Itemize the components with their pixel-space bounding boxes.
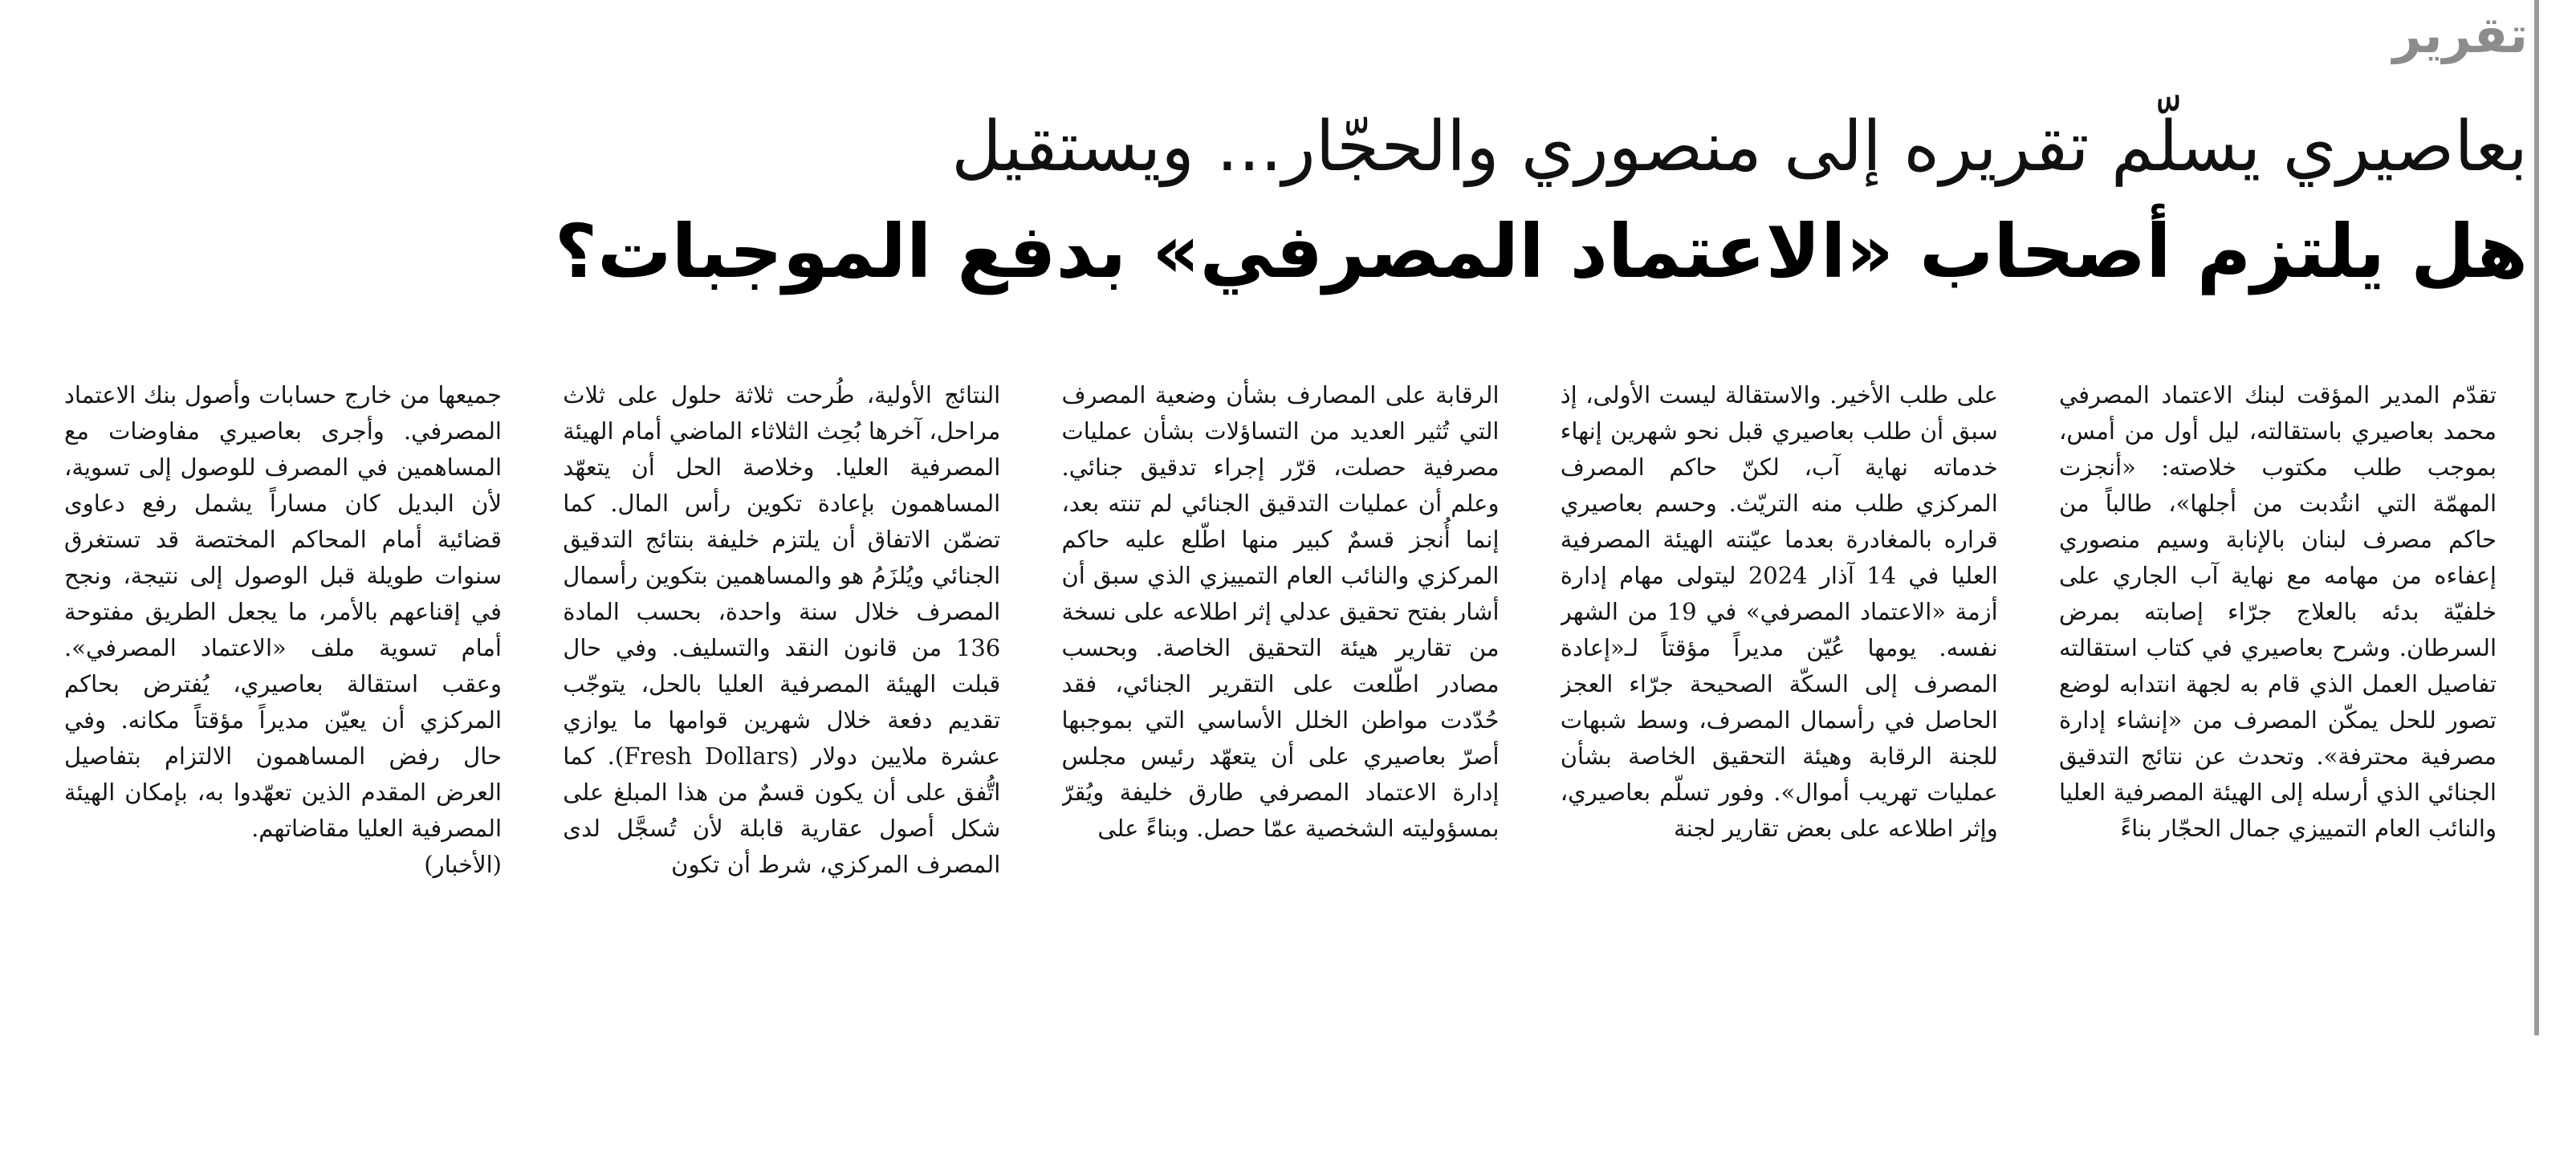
article-column-3 [1062, 377, 1500, 1043]
column-text: الرقابة على المصارف بشأن وضعية المصرف التي تُثير العديد من التساؤلات بشأن عمليات مصرفية حصلت، قرّر إجراء تدقيق جنائي. وعلم أن عمليات التدقيق الجنائي لم تنته بعد، إنما أُنجز قسمٌ كبير منها اطّلع عليه حاكم المركزي والنائب العام التمييزي الذي سبق أن أشار بفتح تحقيق عدلي إثر اطلاعه على نسخة من تقارير هيئة التحقيق الخاصة. وبحسب مصادر اطّلعت على التقرير الجنائي، فقد حُدّدت مواطن الخلل الأساسي التي بموجبها أصرّ بعاصيري على أن يتعهّد رئيس مجلس إدارة الاعتماد المصرفي طارق خليفة ويُقرّ بمسؤوليته الشخصية عمّا حصل. وبناءً على [1061, 381, 1500, 842]
column-text: النتائج الأولية، طُرحت ثلاثة حلول على ثلاث مراحل، آخرها بُحِث الثلاثاء الماضي أمام الهيئة المصرفية العليا. وخلاصة الحل أن يتعهّد المساهمون بإعادة تكوين رأس المال. كما تضمّن الاتفاق أن يلتزم خليفة بنتائج التدقيق الجنائي ويُلزَمُ هو والمساهمين بتكوين رأسمال المصرف خلال سنة واحدة، بحسب المادة 136 من قانون النقد والتسليف. وفي حال قبلت الهيئة المصرفية العليا بالحل، يتوجّب تقديم دفعة خلال شهرين قوامها ما يوازي عشرة ملايين دولار (Fresh Dollars). كما اتُّفق على أن يكون قسمٌ من هذا المبلغ على شكل أصول عقارية قابلة لأن تُسجَّل لدى المصرف المركزي، شرط أن تكون [563, 381, 1001, 878]
page-edge-rule [2534, 0, 2539, 1035]
article-headline: هل يلتزم أصحاب «الاعتماد المصرفي» بدفع الموجبات؟ [554, 209, 2528, 295]
article-column-4 [563, 377, 1000, 1043]
article-body [64, 377, 2497, 1043]
column-text: جميعها من خارج حسابات وأصول بنك الاعتماد المصرفي. وأجرى بعاصيري مفاوضات مع المساهمين في المصرف للوصول إلى تسوية، لأن البديل كان مساراً يشمل رفع دعاوى قضائية أمام المحاكم المختصة قد تستغرق سنوات طويلة قبل الوصول إلى نتيجة، ونجح في إقناعهم بالأمر، ما يجعل الطريق مفتوحة أمام تسوية ملف «الاعتماد المصرفي». وعقب استقالة بعاصيري، يُفترض بحاكم المركزي أن يعيّن مديراً مؤقتاً مكانه. وفي حال رفض المساهمون الالتزام بتفاصيل العرض المقدم الذين تعهّدوا به، بإمكان الهيئة المصرفية العليا مقاضاتهم. [64, 381, 502, 842]
byline-source: (الأخبار) [424, 851, 502, 878]
article-kicker: بعاصيري يسلّم تقريره إلى منصوري والحجّار... ويستقيل [951, 107, 2528, 187]
article-column-2 [1561, 377, 1998, 1043]
section-tag: تقرير [2392, 6, 2528, 64]
article-column-1 [2059, 377, 2497, 1043]
article-column-5 [64, 377, 502, 1043]
column-text: على طلب الأخير. والاستقالة ليست الأولى، إذ سبق أن طلب بعاصيري قبل نحو شهرين إنهاء خدماته نهاية آب، لكنّ حاكم المصرف المركزي طلب منه التريّث. وحسم بعاصيري قراره بالمغادرة بعدما عيّنته الهيئة المصرفية العليا في 14 آذار 2024 ليتولى مهام إدارة أزمة «الاعتماد المصرفي» في 19 من الشهر نفسه. يومها عُيّن مديراً مؤقتاً لـ«إعادة المصرف إلى السكّة الصحيحة جرّاء العجز الحاصل في رأسمال المصرف، وسط شبهات للجنة الرقابة وهيئة التحقيق الخاصة بشأن عمليات تهريب أموال». وفور تسلّم بعاصيري، وإثر اطلاعه على بعض تقارير لجنة [1560, 381, 1998, 842]
column-text: تقدّم المدير المؤقت لبنك الاعتماد المصرفي محمد بعاصيري باستقالته، ليل أول من أمس، بموجب طلب مكتوب خلاصته: «أنجزت المهمّة التي انتُدبت من أجلها»، طالباً من حاكم مصرف لبنان بالإنابة وسيم منصوري إعفاءه من مهامه مع نهاية آب الجاري على خلفيّة بدئه بالعلاج جرّاء إصابته بمرض السرطان. وشرح بعاصيري في كتاب استقالته تفاصيل العمل الذي قام به لجهة انتدابه لوضع تصور للحل يمكّن المصرف من «إنشاء إدارة مصرفية محترفة». وتحدث عن نتائج التدقيق الجنائي الذي أرسله إلى الهيئة المصرفية العليا والنائب العام التمييزي جمال الحجّار بناءً [2059, 381, 2497, 842]
